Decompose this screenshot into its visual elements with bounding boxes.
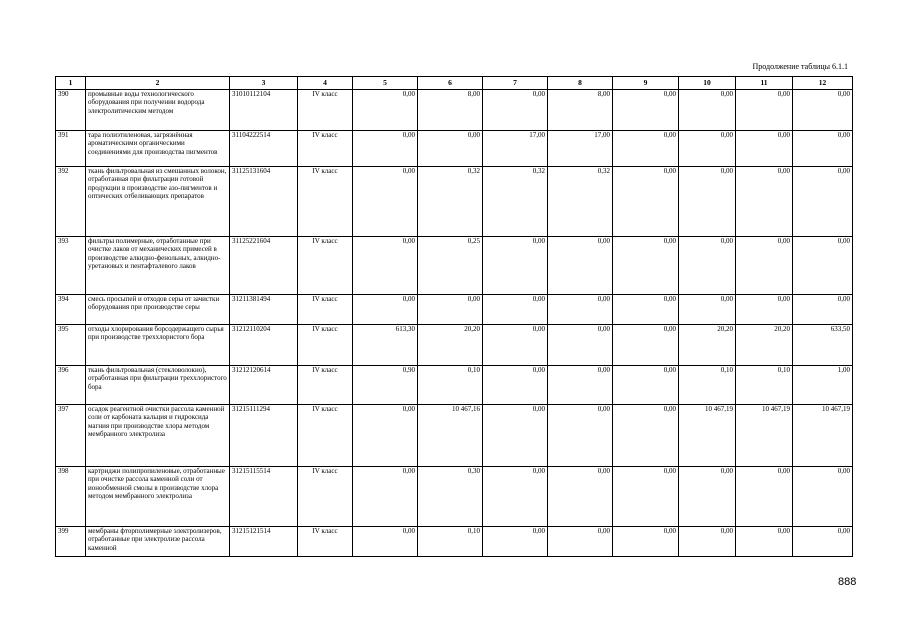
col-8-value: 8,00 — [548, 90, 613, 131]
col-10-value: 0,00 — [679, 467, 736, 527]
col-6-value: 0,00 — [418, 295, 483, 325]
col-6-value: 0,32 — [418, 167, 483, 237]
col-9-value: 0,00 — [613, 237, 679, 295]
col-7-value: 0,00 — [483, 527, 548, 557]
col-8-value: 0,00 — [548, 237, 613, 295]
fkko-code: 31125221604 — [230, 237, 298, 295]
hazard-class: IV класс — [298, 167, 353, 237]
col-12-value: 0,00 — [793, 237, 853, 295]
col-10-value: 0,00 — [679, 295, 736, 325]
hazard-class: IV класс — [298, 366, 353, 405]
col-11-value: 0,00 — [736, 90, 793, 131]
col-12-value: 0,00 — [793, 295, 853, 325]
col-5-value: 0,00 — [353, 295, 418, 325]
col-10-value: 10 467,19 — [679, 405, 736, 467]
col-8-value: 0,00 — [548, 527, 613, 557]
header-cell: 2 — [86, 77, 230, 90]
row-number: 396 — [56, 366, 86, 405]
col-11-value: 0,00 — [736, 467, 793, 527]
header-cell: 3 — [230, 77, 298, 90]
col-9-value: 0,00 — [613, 131, 679, 167]
col-8-value: 0,00 — [548, 467, 613, 527]
row-number: 391 — [56, 131, 86, 167]
hazard-class: IV класс — [298, 237, 353, 295]
col-7-value: 0,00 — [483, 237, 548, 295]
row-number: 399 — [56, 527, 86, 557]
col-5-value: 0,00 — [353, 167, 418, 237]
header-row — [56, 77, 853, 90]
hazard-class: IV класс — [298, 325, 353, 366]
row-number: 393 — [56, 237, 86, 295]
hazard-class: IV класс — [298, 131, 353, 167]
col-12-value: 633,50 — [793, 325, 853, 366]
waste-table — [55, 76, 853, 557]
col-10-value: 0,00 — [679, 90, 736, 131]
col-7-value: 0,00 — [483, 325, 548, 366]
waste-name: ткань фильтровальная (стекловолокно), отработанная при фильтрации треххлористого бора — [86, 366, 230, 405]
col-8-value: 0,00 — [548, 366, 613, 405]
waste-name: отходы хлорирования борсодержащего сырья при производстве треххлористого бора — [86, 325, 230, 366]
page-number: 888 — [838, 576, 857, 588]
header-cell: 8 — [548, 77, 613, 90]
hazard-class: IV класс — [298, 405, 353, 467]
table-row — [56, 237, 853, 295]
row-number: 395 — [56, 325, 86, 366]
fkko-code: 31104222514 — [230, 131, 298, 167]
header-cell: 5 — [353, 77, 418, 90]
col-5-value: 0,00 — [353, 527, 418, 557]
waste-name: промывные воды технологического оборудования при получении водорода электролитическим методом — [86, 90, 230, 131]
col-11-value: 0,00 — [736, 527, 793, 557]
col-10-value: 0,00 — [679, 131, 736, 167]
table-row — [56, 325, 853, 366]
col-6-value: 0,10 — [418, 366, 483, 405]
col-12-value: 0,00 — [793, 527, 853, 557]
fkko-code: 31010112104 — [230, 90, 298, 131]
col-9-value: 0,00 — [613, 467, 679, 527]
col-8-value: 0,00 — [548, 405, 613, 467]
waste-name: смесь просыпей и отходов серы от зачистки оборудования при производстве серы — [86, 295, 230, 325]
col-11-value: 0,00 — [736, 131, 793, 167]
hazard-class: IV класс — [298, 295, 353, 325]
waste-name: картриджи полипропиленовые, отработанные при очистке рассола каменной соли от ионообменной смолы в производстве хлора методом мембранного электролиза — [86, 467, 230, 527]
col-5-value: 0,00 — [353, 131, 418, 167]
header-cell: 7 — [483, 77, 548, 90]
col-6-value: 0,30 — [418, 467, 483, 527]
waste-name: мембраны фторполимерные электролизеров, отработанные при электролизе рассола каменной — [86, 527, 230, 557]
waste-name: осадок реагентной очистки рассола каменной соли от карбоната кальция и гидроксида магния при производстве хлора методом мембранного электролиза — [86, 405, 230, 467]
col-5-value: 0,00 — [353, 237, 418, 295]
waste-name: тара полиэтиленовая, загрязнённая ароматическими органическими соединениями для производства пигментов — [86, 131, 230, 167]
col-8-value: 0,00 — [548, 325, 613, 366]
header-cell: 10 — [679, 77, 736, 90]
col-11-value: 10 467,19 — [736, 405, 793, 467]
header-cell: 11 — [736, 77, 793, 90]
col-10-value: 0,00 — [679, 527, 736, 557]
header-cell: 1 — [56, 77, 86, 90]
col-8-value: 17,00 — [548, 131, 613, 167]
col-7-value: 0,00 — [483, 366, 548, 405]
col-10-value: 0,10 — [679, 366, 736, 405]
col-12-value: 0,00 — [793, 90, 853, 131]
col-8-value: 0,00 — [548, 295, 613, 325]
col-5-value: 0,00 — [353, 90, 418, 131]
row-number: 397 — [56, 405, 86, 467]
row-number: 398 — [56, 467, 86, 527]
table-row — [56, 295, 853, 325]
col-12-value: 0,00 — [793, 131, 853, 167]
col-10-value: 0,00 — [679, 237, 736, 295]
fkko-code: 31215115514 — [230, 467, 298, 527]
table-row — [56, 131, 853, 167]
col-6-value: 20,20 — [418, 325, 483, 366]
col-12-value: 0,00 — [793, 467, 853, 527]
fkko-code: 31212110204 — [230, 325, 298, 366]
table-row — [56, 366, 853, 405]
col-9-value: 0,00 — [613, 527, 679, 557]
col-9-value: 0,00 — [613, 325, 679, 366]
table-row — [56, 167, 853, 237]
col-7-value: 0,00 — [483, 90, 548, 131]
col-6-value: 0,10 — [418, 527, 483, 557]
col-11-value: 0,00 — [736, 167, 793, 237]
col-12-value: 0,00 — [793, 167, 853, 237]
table-row — [56, 467, 853, 527]
col-5-value: 613,30 — [353, 325, 418, 366]
col-6-value: 8,00 — [418, 90, 483, 131]
col-12-value: 10 467,19 — [793, 405, 853, 467]
col-10-value: 0,00 — [679, 167, 736, 237]
header-cell: 12 — [793, 77, 853, 90]
col-9-value: 0,00 — [613, 405, 679, 467]
col-6-value: 0,00 — [418, 131, 483, 167]
col-11-value: 0,00 — [736, 237, 793, 295]
col-9-value: 0,00 — [613, 90, 679, 131]
table-row — [56, 90, 853, 131]
header-cell: 6 — [418, 77, 483, 90]
fkko-code: 31215111294 — [230, 405, 298, 467]
fkko-code: 31212120614 — [230, 366, 298, 405]
table-caption: Продолжение таблицы 6.1.1 — [752, 62, 848, 71]
header-cell: 9 — [613, 77, 679, 90]
col-5-value: 0,00 — [353, 467, 418, 527]
col-5-value: 0,90 — [353, 366, 418, 405]
col-5-value: 0,00 — [353, 405, 418, 467]
fkko-code: 31125131604 — [230, 167, 298, 237]
row-number: 390 — [56, 90, 86, 131]
row-number: 394 — [56, 295, 86, 325]
row-number: 392 — [56, 167, 86, 237]
col-7-value: 0,00 — [483, 295, 548, 325]
waste-name: ткань фильтровальная из смешанных волокон, отработанная при фильтрации готовой продукции в производстве азо-пигментов и оптических отбеливающих препаратов — [86, 167, 230, 237]
col-6-value: 0,25 — [418, 237, 483, 295]
col-9-value: 0,00 — [613, 295, 679, 325]
col-7-value: 0,00 — [483, 467, 548, 527]
col-9-value: 0,00 — [613, 366, 679, 405]
col-11-value: 0,00 — [736, 295, 793, 325]
hazard-class: IV класс — [298, 467, 353, 527]
col-7-value: 0,00 — [483, 405, 548, 467]
col-11-value: 20,20 — [736, 325, 793, 366]
col-12-value: 1,00 — [793, 366, 853, 405]
table-row — [56, 527, 853, 557]
col-9-value: 0,00 — [613, 167, 679, 237]
hazard-class: IV класс — [298, 527, 353, 557]
fkko-code: 31215121514 — [230, 527, 298, 557]
col-10-value: 20,20 — [679, 325, 736, 366]
table-row — [56, 405, 853, 467]
fkko-code: 31211381494 — [230, 295, 298, 325]
col-8-value: 0,32 — [548, 167, 613, 237]
hazard-class: IV класс — [298, 90, 353, 131]
col-7-value: 17,00 — [483, 131, 548, 167]
col-7-value: 0,32 — [483, 167, 548, 237]
col-6-value: 10 467,16 — [418, 405, 483, 467]
col-11-value: 0,10 — [736, 366, 793, 405]
header-cell: 4 — [298, 77, 353, 90]
waste-name: фильтры полимерные, отработанные при очистке лаков от механических примесей в производстве алкидно-фенольных, алкидно-уретановых и пентафталевого лаков — [86, 237, 230, 295]
